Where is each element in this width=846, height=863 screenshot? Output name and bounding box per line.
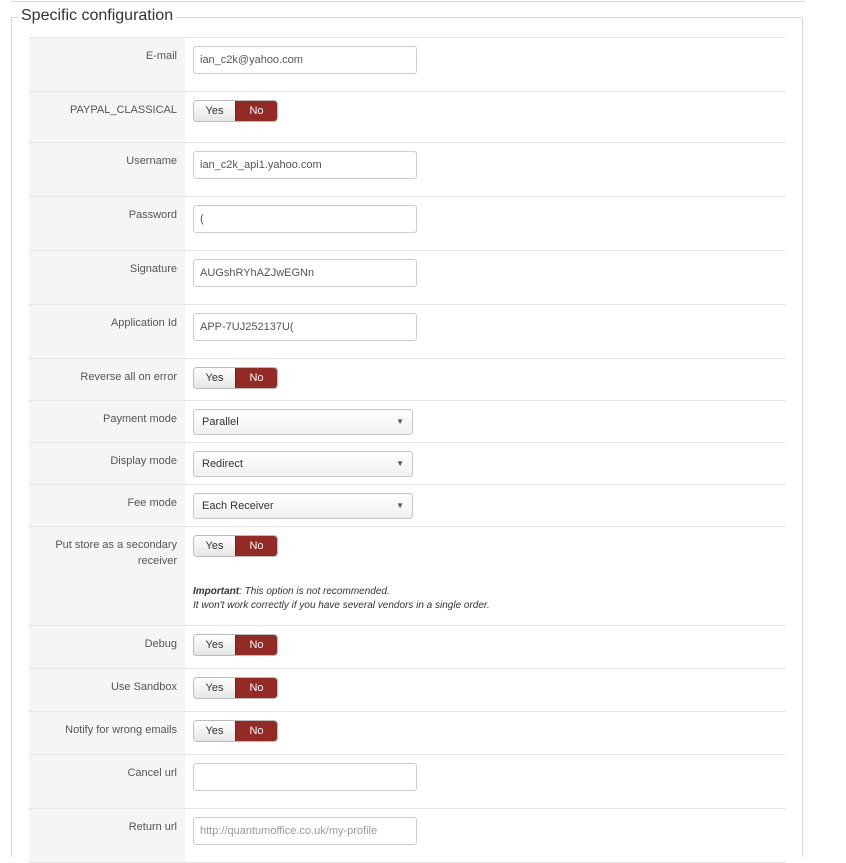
chevron-down-icon: ▼ <box>396 417 404 426</box>
use-sandbox-yes-button[interactable]: Yes <box>194 678 235 698</box>
fee-mode-value: Each Receiver <box>202 500 274 512</box>
application-id-field[interactable] <box>193 313 417 341</box>
paypal-classical-label: PAYPAL_CLASSICAL <box>29 92 185 142</box>
cancel-url-label: Cancel url <box>29 755 185 808</box>
notify-wrong-emails-label: Notify for wrong emails <box>29 712 185 754</box>
display-mode-value: Redirect <box>202 458 243 470</box>
notify-wrong-emails-no-button[interactable]: No <box>235 721 277 741</box>
row-cancel-url <box>29 755 786 809</box>
fee-mode-label: Fee mode <box>29 485 185 526</box>
row-use-sandbox <box>29 669 786 712</box>
store-secondary-no-button[interactable]: No <box>235 536 277 556</box>
display-mode-select[interactable] <box>193 451 413 477</box>
row-signature <box>29 251 786 305</box>
store-secondary-toggle <box>193 535 278 557</box>
row-application-id <box>29 305 786 359</box>
use-sandbox-toggle <box>193 677 278 699</box>
note-important: Important <box>193 586 240 597</box>
username-label: Username <box>29 143 185 196</box>
row-reverse-on-error <box>29 359 786 401</box>
use-sandbox-label: Use Sandbox <box>29 669 185 711</box>
cancel-url-field[interactable] <box>193 763 417 791</box>
row-notify-wrong-emails <box>29 712 786 755</box>
password-field[interactable] <box>193 205 417 233</box>
fee-mode-select[interactable] <box>193 493 413 519</box>
debug-no-button[interactable]: No <box>235 635 277 655</box>
payment-mode-value: Parallel <box>202 416 239 428</box>
notify-wrong-emails-yes-button[interactable]: Yes <box>194 721 235 741</box>
note-line-1: : This option is not recommended. <box>239 586 390 597</box>
row-paypal-classical <box>29 92 786 143</box>
row-return-url <box>29 809 786 863</box>
signature-label: Signature <box>29 251 185 304</box>
row-debug <box>29 626 786 669</box>
reverse-on-error-label: Reverse all on error <box>29 359 185 400</box>
store-secondary-yes-button[interactable]: Yes <box>194 536 235 556</box>
reverse-on-error-toggle <box>193 367 278 389</box>
store-secondary-note <box>193 585 786 613</box>
section-title: Specific configuration <box>18 6 176 26</box>
application-id-label: Application Id <box>29 305 185 358</box>
store-secondary-label: Put store as a secondary receiver <box>29 527 185 625</box>
paypal-classical-yes-button[interactable]: Yes <box>194 101 235 121</box>
return-url-label: Return url <box>29 809 185 862</box>
row-display-mode <box>29 443 786 485</box>
paypal-classical-no-button[interactable]: No <box>235 101 277 121</box>
row-username <box>29 143 786 197</box>
use-sandbox-no-button[interactable]: No <box>235 678 277 698</box>
debug-yes-button[interactable]: Yes <box>194 635 235 655</box>
row-payment-mode <box>29 401 786 443</box>
debug-label: Debug <box>29 626 185 668</box>
reverse-on-error-no-button[interactable]: No <box>235 368 277 388</box>
reverse-on-error-yes-button[interactable]: Yes <box>194 368 235 388</box>
signature-field[interactable] <box>193 259 417 287</box>
row-email <box>29 38 786 92</box>
row-store-secondary <box>29 527 786 626</box>
row-fee-mode <box>29 485 786 527</box>
password-label: Password <box>29 197 185 250</box>
note-line-2: It won't work correctly if you have several vendors in a single order. <box>193 600 490 611</box>
payment-mode-select[interactable] <box>193 409 413 435</box>
notify-wrong-emails-toggle <box>193 720 278 742</box>
chevron-down-icon: ▼ <box>396 459 404 468</box>
chevron-down-icon: ▼ <box>396 501 404 510</box>
row-password <box>29 197 786 251</box>
email-field[interactable] <box>193 46 417 74</box>
debug-toggle <box>193 634 278 656</box>
return-url-field[interactable] <box>193 817 417 845</box>
username-field[interactable] <box>193 151 417 179</box>
display-mode-label: Display mode <box>29 443 185 484</box>
payment-mode-label: Payment mode <box>29 401 185 442</box>
top-divider <box>11 0 805 2</box>
config-table <box>29 37 786 863</box>
email-label: E-mail <box>29 38 185 91</box>
paypal-classical-toggle <box>193 100 278 122</box>
